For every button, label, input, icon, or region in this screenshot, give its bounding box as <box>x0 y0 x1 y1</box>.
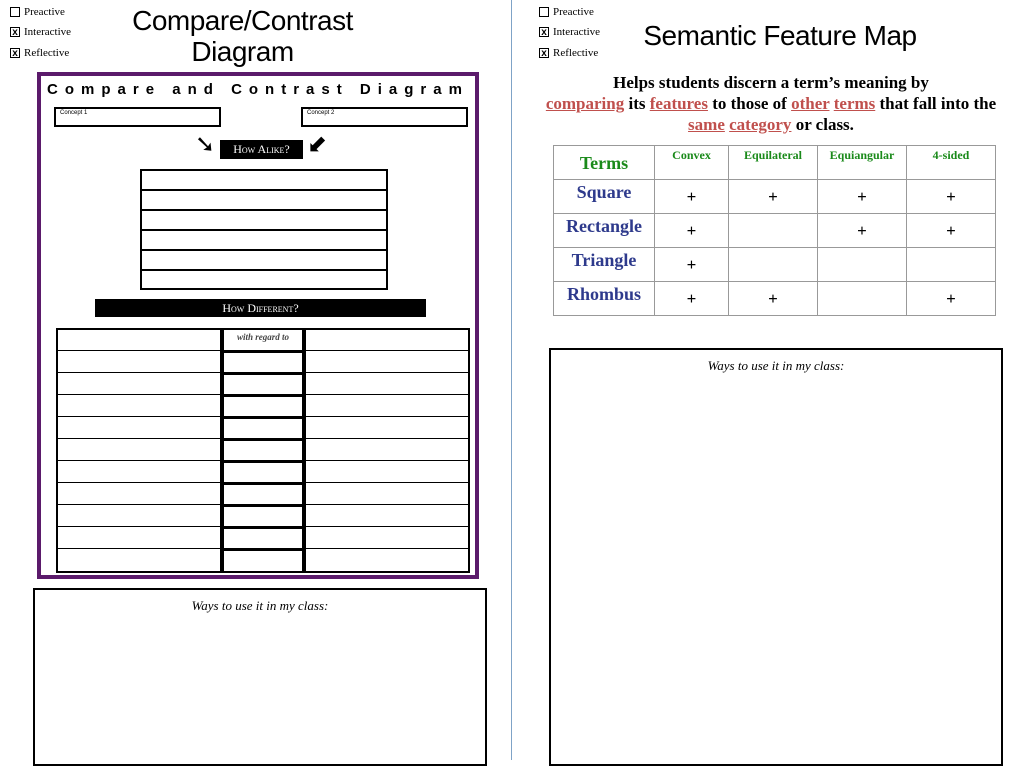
column-divider <box>511 0 512 760</box>
checkbox-reflective-right[interactable] <box>539 47 598 59</box>
desc-highlight: terms <box>833 94 876 113</box>
table-header-cell: Equilateral <box>729 146 818 180</box>
table-cell-term: Triangle <box>554 248 655 282</box>
desc-highlight: other <box>791 94 830 113</box>
ways-to-use-box-left[interactable] <box>33 588 487 766</box>
desc-highlight: same <box>688 115 725 134</box>
table-cell: + <box>729 180 818 214</box>
table-cell <box>818 248 907 282</box>
page-title-left <box>100 5 385 67</box>
table-cell: + <box>655 180 729 214</box>
table-cell: + <box>655 214 729 248</box>
table-row <box>554 180 996 214</box>
checkbox-box[interactable] <box>539 7 549 17</box>
checkbox-label: Reflective <box>553 47 599 59</box>
table-header-row <box>554 146 996 180</box>
checkbox-label: Interactive <box>24 26 72 38</box>
table-cell: + <box>907 180 996 214</box>
desc-highlight: comparing <box>545 94 625 113</box>
table-cell: + <box>818 214 907 248</box>
table-cell: + <box>729 282 818 316</box>
page-title-right: Semantic Feature Map <box>643 20 917 51</box>
concept-1-field[interactable] <box>54 107 221 127</box>
desc-part: Helps students discern a term’s meaning by <box>613 73 929 92</box>
title-line-1: Compare/Contrast <box>132 5 353 36</box>
checkbox-reflective-left[interactable] <box>10 47 69 59</box>
table-cell-term: Square <box>554 180 655 214</box>
table-cell: + <box>907 214 996 248</box>
checkbox-label: Reflective <box>24 47 70 59</box>
desc-highlight: features <box>649 94 708 113</box>
checkbox-box[interactable]: x <box>539 48 549 58</box>
desc-part: its <box>624 94 650 113</box>
desc-part: to those of <box>707 94 792 113</box>
semantic-map-description <box>531 72 1011 135</box>
checkbox-interactive-right[interactable] <box>539 26 600 38</box>
checkbox-label: Interactive <box>553 26 601 38</box>
with-regard-to-label: with regard to <box>236 332 289 342</box>
table-cell <box>729 214 818 248</box>
different-column-left[interactable] <box>56 328 222 573</box>
concept-2-label: Concept 2 <box>307 110 335 116</box>
title-line-2: Diagram <box>191 36 294 67</box>
table-cell-term: Rectangle <box>554 214 655 248</box>
table-row <box>554 282 996 316</box>
checkbox-preactive-left[interactable] <box>10 6 65 18</box>
diagram-title: Compare and Contrast Diagram <box>47 81 469 98</box>
checkbox-interactive-left[interactable] <box>10 26 71 38</box>
checkbox-preactive-right[interactable] <box>539 6 594 18</box>
desc-part: or class. <box>791 115 854 134</box>
table-cell <box>729 248 818 282</box>
table-cell <box>907 248 996 282</box>
checkbox-box[interactable]: x <box>10 27 20 37</box>
how-alike-grid[interactable] <box>140 169 388 290</box>
checkbox-label: Preactive <box>553 6 594 18</box>
checkbox-label: Preactive <box>24 6 65 18</box>
arrow-down-left-icon: ⬋ <box>307 130 328 158</box>
table-header-cell: Terms <box>554 146 655 180</box>
table-header-cell: Equiangular <box>818 146 907 180</box>
concept-1-label: Concept 1 <box>60 110 88 116</box>
table-cell: + <box>818 180 907 214</box>
table-row <box>554 214 996 248</box>
table-cell: + <box>907 282 996 316</box>
table-cell: + <box>655 282 729 316</box>
how-different-label: How Different? <box>95 299 426 317</box>
table-cell: + <box>655 248 729 282</box>
arrow-down-right-icon: ➘ <box>195 130 216 158</box>
concept-2-field[interactable] <box>301 107 468 127</box>
semantic-feature-table <box>553 145 996 316</box>
ways-to-use-label: Ways to use it in my class: <box>707 358 845 373</box>
table-cell-term: Rhombus <box>554 282 655 316</box>
how-different-grid[interactable] <box>56 328 470 575</box>
checkbox-box[interactable]: x <box>539 27 549 37</box>
desc-highlight: category <box>729 115 792 134</box>
table-cell <box>818 282 907 316</box>
with-regard-to-column[interactable] <box>222 328 304 573</box>
table-header-cell: Convex <box>655 146 729 180</box>
table-row <box>554 248 996 282</box>
ways-to-use-label: Ways to use it in my class: <box>191 598 329 613</box>
checkbox-box[interactable]: x <box>10 48 20 58</box>
ways-to-use-box-right[interactable] <box>549 348 1003 766</box>
desc-part: that fall into the <box>875 94 997 113</box>
compare-contrast-diagram <box>37 72 479 579</box>
how-alike-label: How Alike? <box>220 140 303 159</box>
different-column-right[interactable] <box>304 328 470 573</box>
checkbox-box[interactable] <box>10 7 20 17</box>
table-header-cell: 4-sided <box>907 146 996 180</box>
